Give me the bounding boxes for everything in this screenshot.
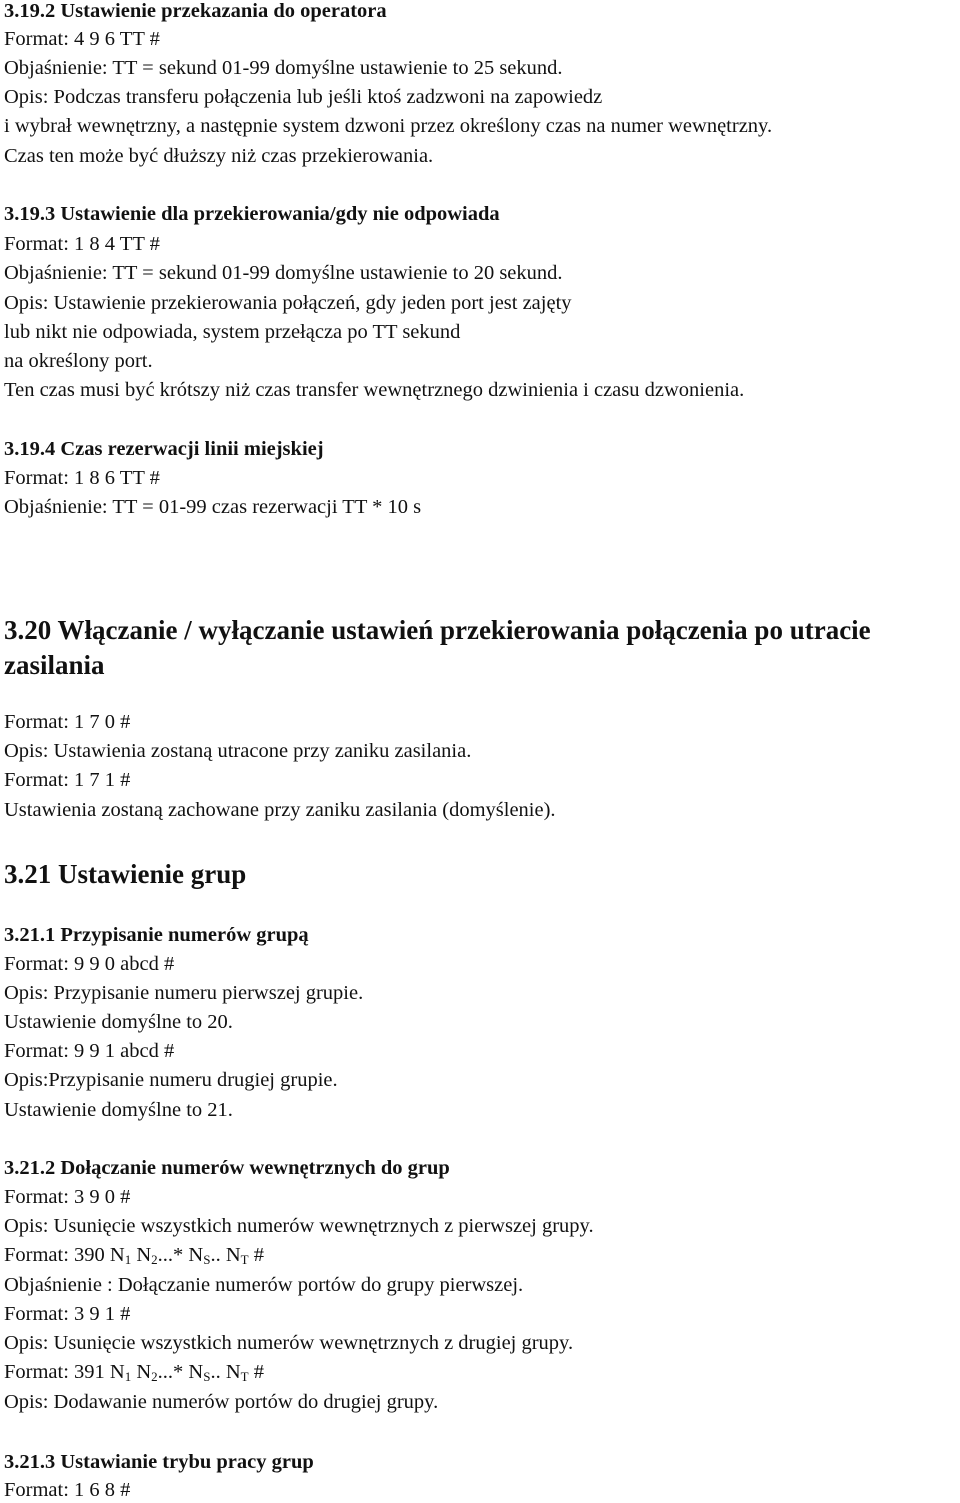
subscript: 2 (151, 1252, 158, 1267)
section-heading-3-19-2: 3.19.2 Ustawienie przekazania do operatora (4, 0, 387, 22)
explanation-line: Objaśnienie: TT = 01-99 czas rezerwacji TT * 10 s (4, 496, 422, 518)
description-line: na określony port. (4, 350, 153, 372)
explanation-line: Objaśnienie : Dołączanie numerów portów do grupy pierwszej. (4, 1274, 524, 1296)
format-text: N (131, 1244, 152, 1266)
section-heading-3-19-4: 3.19.4 Czas rezerwacji linii miejskiej (4, 438, 324, 460)
format-line: Format: 3 9 0 # (4, 1186, 131, 1208)
description-line: Ten czas musi być krótszy niż czas transfer wewnętrznego dzwinienia i czasu dzwonienia. (4, 379, 745, 401)
format-text: ...* N (157, 1361, 204, 1383)
format-text: ...* N (157, 1244, 204, 1266)
description-line: Czas ten może być dłuższy niż czas przekierowania. (4, 145, 434, 167)
format-line: Format: 1 8 4 TT # (4, 233, 160, 255)
format-text: .. N (210, 1361, 241, 1383)
format-text: Format: 391 N (4, 1361, 125, 1383)
section-heading-3-21-1: 3.21.1 Przypisanie numerów grupą (4, 924, 309, 946)
description-line: Opis:Przypisanie numeru drugiej grupie. (4, 1069, 338, 1091)
description-line: Opis: Podczas transferu połączenia lub jeśli ktoś zadzwoni na zapowiedz (4, 86, 603, 108)
format-line: Format: 4 9 6 TT # (4, 28, 160, 50)
section-heading-3-20: 3.20 Włączanie / wyłączanie ustawień przekierowania połączenia po utracie (4, 615, 871, 645)
subscript: 1 (124, 1369, 132, 1384)
format-line: Format: 1 6 8 # (4, 1479, 131, 1501)
description-line: Opis: Ustawienie przekierowania połączeń, gdy jeden port jest zajęty (4, 292, 572, 314)
format-line: Format: 1 7 0 # (4, 711, 131, 733)
description-line: Opis: Ustawienia zostaną utracone przy zaniku zasilania. (4, 740, 472, 762)
default-line: Ustawienie domyślne to 20. (4, 1011, 233, 1033)
description-line: Opis: Usunięcie wszystkich numerów wewnętrznych z pierwszej grupy. (4, 1215, 594, 1237)
format-line: Format: 3 9 1 # (4, 1303, 131, 1325)
format-line: Format: 9 9 1 abcd # (4, 1040, 175, 1062)
section-heading-3-21-2: 3.21.2 Dołączanie numerów wewnętrznych do grup (4, 1157, 450, 1179)
format-line: Format: 9 9 0 abcd # (4, 953, 175, 975)
subscript: 1 (124, 1252, 132, 1267)
description-line: Opis: Usunięcie wszystkich numerów wewnętrznych z drugiej grupy. (4, 1332, 574, 1354)
subscript: T (240, 1369, 249, 1384)
subscript: S (203, 1369, 211, 1384)
description-line: Ustawienia zostaną zachowane przy zaniku zasilania (domyślenie). (4, 799, 556, 821)
format-line: Format: 1 7 1 # (4, 769, 131, 791)
format-text: .. N (210, 1244, 241, 1266)
section-heading-3-19-3: 3.19.3 Ustawienie dla przekierowania/gdy nie odpowiada (4, 203, 500, 225)
section-heading-3-21-3: 3.21.3 Ustawianie trybu pracy grup (4, 1451, 314, 1473)
explanation-line: Objaśnienie: TT = sekund 01-99 domyślne ustawienie to 20 sekund. (4, 262, 563, 284)
format-line: Format: 1 8 6 TT # (4, 467, 160, 489)
subscript: S (203, 1252, 211, 1267)
description-line: lub nikt nie odpowiada, system przełącza po TT sekund (4, 321, 461, 343)
format-text: N (131, 1361, 152, 1383)
default-line: Ustawienie domyślne to 21. (4, 1099, 233, 1121)
description-line: Opis: Przypisanie numeru pierwszej grupie. (4, 982, 364, 1004)
format-text: # (248, 1244, 264, 1266)
explanation-line: Objaśnienie: TT = sekund 01-99 domyślne ustawienie to 25 sekund. (4, 57, 563, 79)
format-text: # (248, 1361, 264, 1383)
description-line: i wybrał wewnętrzny, a następnie system dzwoni przez określony czas na numer wewnętrzny. (4, 115, 773, 137)
subscript: 2 (151, 1369, 158, 1384)
format-line (4, 1359, 264, 1385)
section-heading-3-20-continued: zasilania (4, 650, 105, 680)
format-line (4, 1242, 264, 1268)
description-line: Opis: Dodawanie numerów portów do drugiej grupy. (4, 1391, 439, 1413)
subscript: T (240, 1252, 249, 1267)
section-heading-3-21: 3.21 Ustawienie grup (4, 859, 247, 889)
format-text: Format: 390 N (4, 1244, 125, 1266)
